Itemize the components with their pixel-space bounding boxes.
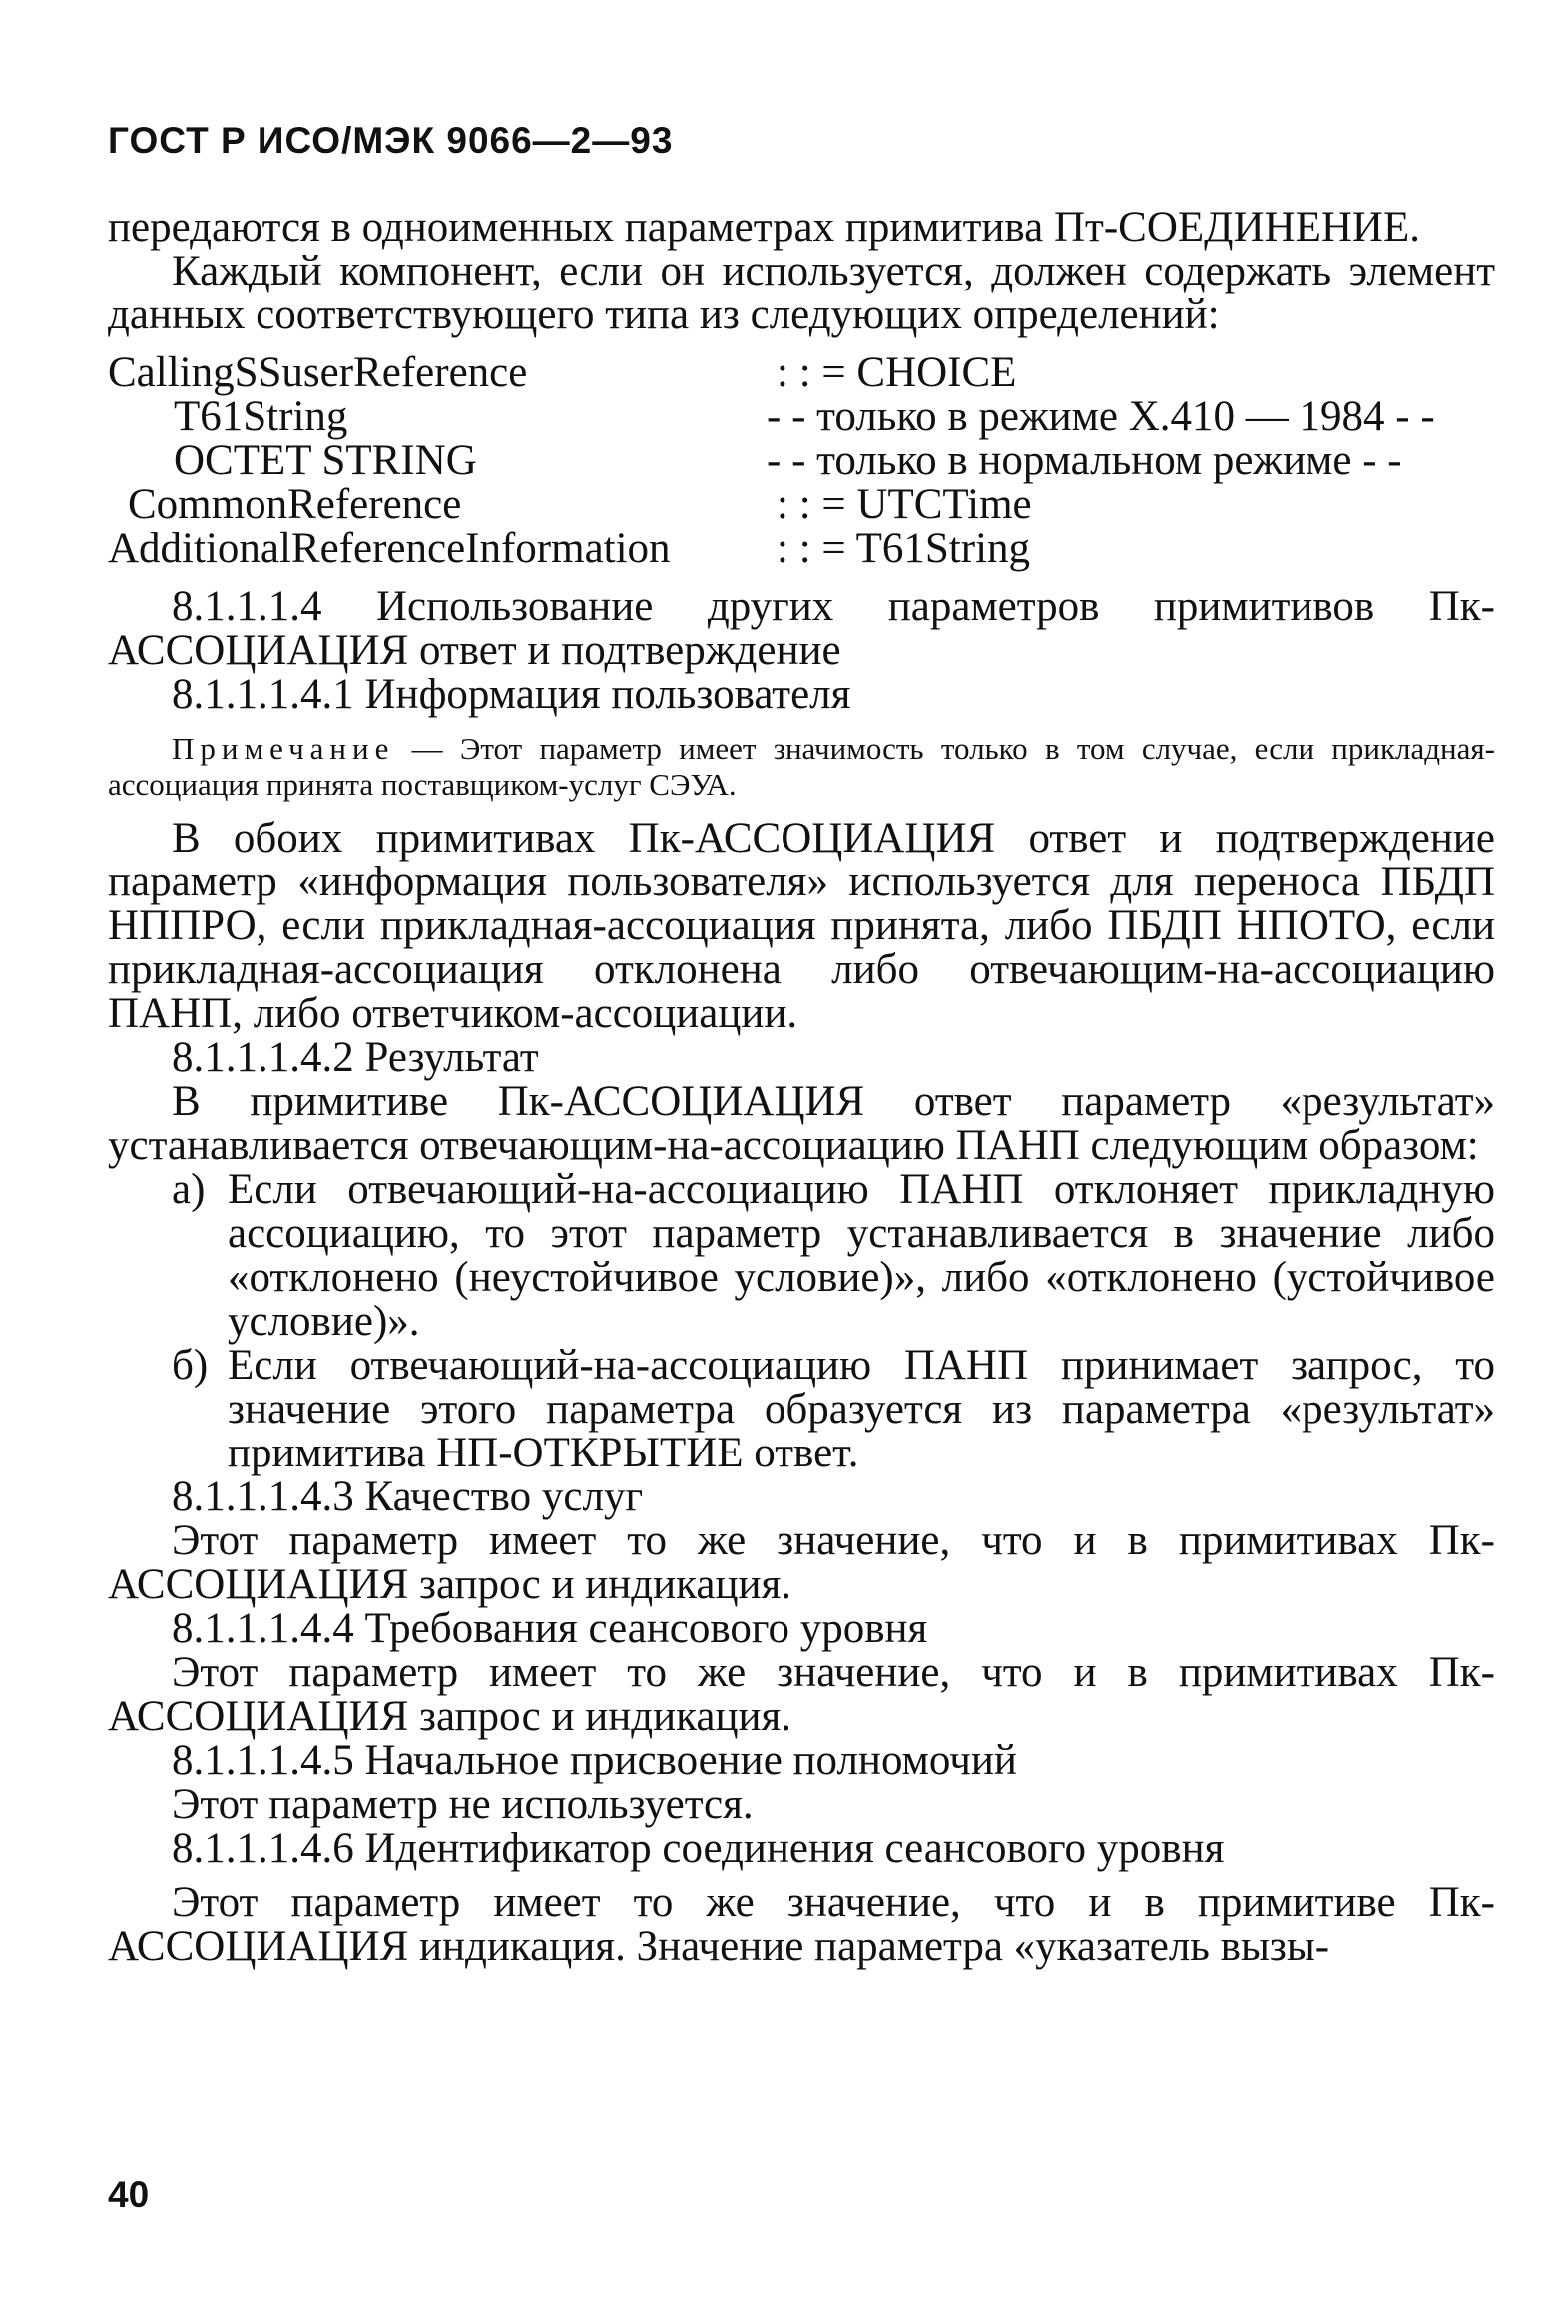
paragraph: Каждый компонент, если он используется, должен содержать элемент данных соответствующего типа из следующих определений: [108, 248, 1495, 338]
section-heading: 8.1.1.1.4.6 Идентификатор соединения сеансового уровня [172, 1825, 1225, 1872]
list-item [172, 1168, 1495, 1344]
definition-value: : : = T61String [777, 525, 1031, 572]
page-number: 40 [108, 2174, 150, 2215]
list-marker: а) [172, 1166, 206, 1213]
section-heading: 8.1.1.1.4.5 Начальное присвоение полномочий [172, 1737, 1017, 1784]
definition-value: : : = CHOICE [777, 349, 1017, 396]
definition-name: OCTET STRING [174, 437, 477, 484]
definition-name: CallingSSuserReference [108, 349, 528, 396]
section-heading: 8.1.1.1.4.4 Требования сеансового уровня [172, 1605, 928, 1652]
document-page [108, 120, 1495, 1969]
paragraph: передаются в одноименных параметрах примитива Пт-СОЕДИНЕНИЕ. [108, 204, 1420, 251]
paragraph: Этот параметр имеет то же значение, что и в примитивах Пк-АССОЦИАЦИЯ запрос и индикация. [108, 1517, 1495, 1608]
paragraph: В примитиве Пк-АССОЦИАЦИЯ ответ параметр «результат» устанавливается отвечающим-на-ассоциацию ПАНП следующим образом: [108, 1078, 1495, 1169]
definition-name: T61String [174, 393, 348, 440]
note [108, 731, 1495, 803]
list-item-text: Если отвечающий-на-ассоциацию ПАНП принимает запрос, то значение этого параметра образуется из параметра «результат» примитива НП-ОТКРЫТИЕ ответ. [228, 1342, 1495, 1476]
body-text [108, 206, 1495, 1969]
definition-name: AdditionalReferenceInformation [108, 525, 671, 572]
section-heading: 8.1.1.1.4.3 Качество услуг [172, 1473, 644, 1520]
section-heading: 8.1.1.1.4.1 Информация пользователя [172, 671, 851, 718]
paragraph: Этот параметр имеет то же значение, что и в примитивах Пк-АССОЦИАЦИЯ запрос и индикация. [108, 1649, 1495, 1740]
definition-value: - - только в нормальном режиме - - [767, 437, 1402, 484]
paragraph: В обоих примитивах Пк-АССОЦИАЦИЯ ответ и подтверждение параметр «информация пользователя» используется для переноса ПБДП НППРО, если прикладная-ассоциация принята, либо ПБДП НПОТО, если прикладная-ассоциация отклонена либо отвечающим-на-ассоциацию ПАНП, либо ответчиком-ассоциации. [108, 815, 1495, 1037]
definition-name: CommonReference [128, 481, 462, 528]
list-marker: б) [172, 1342, 209, 1389]
section-heading: 8.1.1.1.4 Использование других параметров примитивов Пк-АССОЦИАЦИЯ ответ и подтверждение [108, 583, 1495, 674]
paragraph: Этот параметр имеет то же значение, что и в примитиве Пк-АССОЦИАЦИЯ индикация. Значение параметра «указатель вызы- [108, 1879, 1495, 1970]
enumerated-list [108, 1168, 1495, 1475]
note-label: Примечание [172, 731, 395, 766]
section-heading: 8.1.1.1.4.2 Результат [172, 1034, 539, 1081]
definition-value: : : = UTCTime [777, 481, 1032, 528]
paragraph: Этот параметр не используется. [172, 1781, 754, 1828]
definitions-block [108, 351, 1495, 571]
list-item [172, 1344, 1495, 1475]
definition-value: - - только в режиме X.410 — 1984 - - [767, 393, 1435, 440]
note-text: — Этот параметр имеет значимость только в том случае, если прикладная-ассоциация принята поставщиком-услуг СЭУА. [108, 731, 1495, 802]
running-header: ГОСТ Р ИСО/МЭК 9066—2—93 [108, 120, 674, 161]
list-item-text: Если отвечающий-на-ассоциацию ПАНП отклоняет прикладную ассоциацию, то этот параметр устанавливается в значение либо «отклонено (неустойчивое условие)», либо «отклонено (устойчивое условие)». [228, 1166, 1495, 1345]
